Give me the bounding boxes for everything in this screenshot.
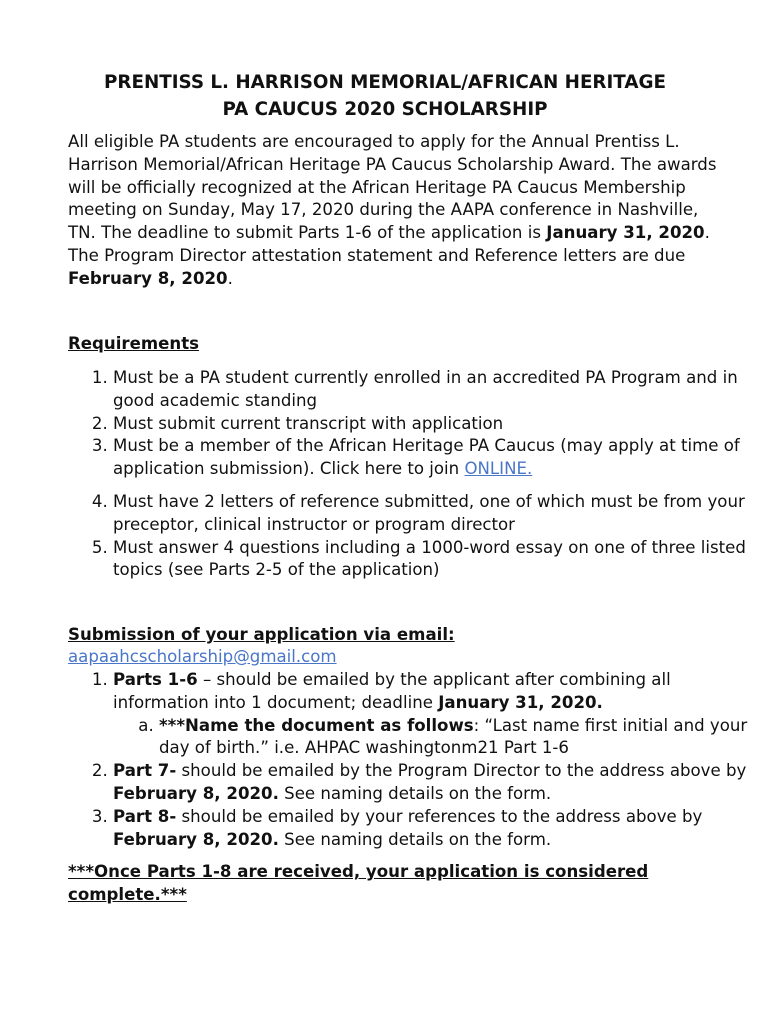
submission-email-link[interactable] <box>68 646 337 669</box>
item-label: Part 8- <box>113 806 177 826</box>
requirement-item: 4. Must have 2 letters of reference submitted, one of which must be from your preceptor, clinical instructor or program director <box>113 491 763 537</box>
submission-item-part-8 <box>113 806 763 852</box>
item-tail: See naming details on the form. <box>278 783 552 803</box>
intro-deadline-letters: February 8, 2020 <box>68 268 228 288</box>
intro-paragraph <box>68 131 718 291</box>
join-online-link[interactable]: ONLINE. <box>464 459 533 479</box>
naming-instruction <box>159 715 763 761</box>
naming-text: : “Last name first initial and your day of birth.” i.e. AHPAC washingtonm21 Part 1-6 <box>159 715 748 758</box>
requirement-text: Must be a member of the African Heritage PA Caucus (may apply at time of application submission). Click here to join <box>113 436 740 479</box>
item-label: Part 7- <box>113 761 177 781</box>
page-title <box>40 69 730 123</box>
naming-label: ***Name the document as follows <box>159 715 474 735</box>
item-text: should be emailed by your references to the address above by <box>176 806 703 826</box>
item-tail: See naming details on the form. <box>278 829 552 849</box>
requirements-heading: Requirements <box>68 334 200 353</box>
item-label: Parts 1-6 <box>113 670 198 689</box>
item-deadline: February 8, 2020. <box>113 783 279 803</box>
closing-note: ***Once Parts 1-8 are received, your application is considered complete.*** <box>68 862 649 904</box>
requirement-item: 1. Must be a PA student currently enrolled in an accredited PA Program and in good academic standing <box>113 367 763 413</box>
email-link[interactable]: aapaahcscholarship@gmail.com <box>68 647 337 666</box>
submission-heading: Submission of your application via email: <box>68 625 455 644</box>
title-line-2: PA CAUCUS 2020 SCHOLARSHIP <box>222 99 548 120</box>
intro-text-2: . The Program Director attestation statement and Reference letters are due <box>68 223 710 265</box>
item-text: should be emailed by the Program Director to the address above by <box>176 761 747 781</box>
intro-deadline-parts: January 31, 2020 <box>546 223 705 243</box>
item-text: – should be emailed by the applicant after combining all information into 1 document; deadline <box>113 670 671 712</box>
submission-item-part-7 <box>113 760 763 806</box>
intro-text: All eligible PA students are encouraged to apply for the Annual Prentiss L. Harrison Memorial/African Heritage PA Caucus Scholarship Award. The awards will be officially recognized at the African Heritage PA Caucus Membership meeting on Sunday, May 17, 2020 during the AAPA conference in Nashville, TN. The deadline to submit Parts 1-6 of the application is <box>68 132 717 243</box>
intro-text-3: . <box>227 268 233 288</box>
submission-item-parts-1-6 <box>113 669 763 760</box>
submission-list <box>68 669 763 851</box>
requirement-item <box>113 435 763 481</box>
title-line-1: PRENTISS L. HARRISON MEMORIAL/AFRICAN HERITAGE <box>103 72 666 93</box>
requirement-item: 2. Must submit current transcript with application <box>113 413 763 436</box>
item-deadline: February 8, 2020. <box>113 829 279 849</box>
item-deadline: January 31, 2020. <box>438 692 603 712</box>
requirement-item: 5. Must answer 4 questions including a 1000-word essay on one of three listed topics (see Parts 2-5 of the application) <box>113 537 763 583</box>
requirements-list <box>68 367 763 582</box>
naming-sublist <box>113 715 763 761</box>
